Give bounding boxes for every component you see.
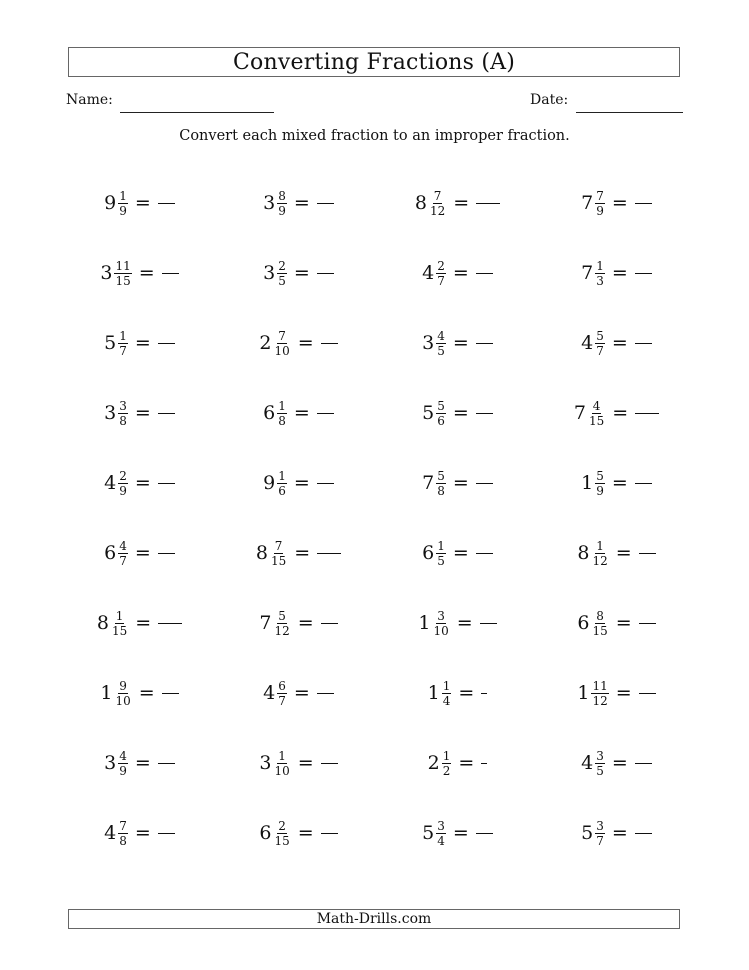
whole-number: 1 [427, 681, 440, 704]
whole-number: 7 [422, 471, 435, 494]
whole-number: 9 [104, 191, 117, 214]
problem-item [378, 448, 537, 518]
whole-number: 3 [422, 331, 435, 354]
answer-blank [635, 833, 652, 834]
problem-item [219, 168, 378, 238]
problem-item [537, 238, 696, 308]
equals-sign: = [138, 261, 155, 284]
equals-sign: = [138, 681, 155, 704]
problem-item [60, 238, 219, 308]
equals-sign: = [135, 611, 152, 634]
denominator: 2 [442, 763, 451, 778]
denominator: 3 [596, 273, 604, 288]
problem-item [60, 798, 219, 868]
numerator: 4 [119, 748, 127, 763]
whole-number: 8 [96, 611, 109, 634]
numerator: 1 [278, 398, 286, 413]
answer-blank [480, 623, 497, 624]
whole-number: 5 [422, 821, 435, 844]
fraction [273, 610, 290, 637]
problem-item [219, 448, 378, 518]
answer-blank [481, 763, 487, 764]
numerator: 4 [437, 328, 445, 343]
numerator: 1 [442, 678, 451, 693]
date-line [576, 112, 683, 113]
denominator: 8 [437, 483, 445, 498]
fraction [273, 330, 290, 357]
numerator: 1 [119, 328, 127, 343]
denominator: 12 [274, 623, 290, 638]
answer-blank [317, 553, 341, 554]
whole-number: 7 [581, 191, 594, 214]
denominator: 7 [119, 553, 127, 568]
answer-blank [635, 413, 659, 414]
answer-blank [476, 343, 493, 344]
fraction [588, 400, 605, 427]
whole-number: 5 [422, 401, 435, 424]
numerator: 5 [437, 398, 445, 413]
answer-blank [635, 483, 652, 484]
denominator: 10 [274, 763, 290, 778]
whole-number: 4 [263, 681, 276, 704]
numerator: 11 [592, 678, 608, 693]
numerator: 7 [274, 538, 283, 553]
whole-number: 3 [259, 751, 272, 774]
answer-blank [321, 763, 338, 764]
fraction [118, 190, 128, 217]
whole-number: 8 [577, 541, 590, 564]
whole-number: 3 [104, 751, 117, 774]
problem-item [537, 378, 696, 448]
equals-sign: = [293, 401, 310, 424]
date-label: Date: [530, 92, 569, 108]
whole-number: 2 [427, 751, 440, 774]
answer-blank [158, 833, 175, 834]
answer-blank [321, 833, 338, 834]
fraction [436, 260, 446, 287]
equals-sign: = [458, 751, 475, 774]
problem-item [219, 378, 378, 448]
answer-blank [476, 483, 493, 484]
equals-sign: = [611, 191, 628, 214]
answer-blank [639, 693, 656, 694]
numerator: 3 [437, 608, 445, 623]
answer-blank [635, 203, 652, 204]
numerator: 7 [119, 818, 127, 833]
equals-sign: = [134, 331, 151, 354]
numerator: 1 [596, 538, 604, 553]
fraction [273, 820, 290, 847]
fraction [111, 610, 128, 637]
numerator: 5 [437, 468, 445, 483]
answer-blank [317, 203, 334, 204]
fraction [591, 610, 608, 637]
problem-item [219, 658, 378, 728]
equals-sign: = [134, 751, 151, 774]
name-label: Name: [66, 92, 113, 108]
numerator: 2 [119, 468, 127, 483]
numerator: 5 [596, 468, 604, 483]
fraction [114, 680, 131, 707]
answer-blank [162, 693, 179, 694]
answer-blank [481, 693, 487, 694]
answer-blank [321, 623, 338, 624]
denominator: 10 [433, 623, 449, 638]
whole-number: 1 [581, 471, 594, 494]
whole-number: 4 [581, 331, 594, 354]
denominator: 15 [588, 413, 605, 428]
equals-sign: = [452, 541, 469, 564]
equals-sign: = [297, 751, 314, 774]
numerator: 1 [437, 538, 445, 553]
equals-sign: = [293, 261, 310, 284]
problem-item [537, 658, 696, 728]
answer-blank [158, 413, 175, 414]
fraction [277, 680, 287, 707]
whole-number: 6 [577, 611, 590, 634]
whole-number: 4 [104, 821, 117, 844]
fraction [436, 400, 446, 427]
numerator: 2 [278, 818, 286, 833]
numerator: 2 [278, 258, 286, 273]
fraction [429, 190, 446, 217]
equals-sign: = [615, 681, 632, 704]
problem-item [537, 588, 696, 658]
worksheet-title: Converting Fractions (A) [68, 47, 680, 77]
fraction [595, 820, 605, 847]
numerator: 7 [596, 188, 604, 203]
denominator: 5 [437, 553, 445, 568]
problem-item [60, 728, 219, 798]
denominator: 9 [119, 763, 127, 778]
answer-blank [158, 553, 175, 554]
problem-item [60, 308, 219, 378]
denominator: 15 [592, 623, 608, 638]
equals-sign: = [452, 401, 469, 424]
equals-sign: = [611, 331, 628, 354]
fraction [277, 400, 287, 427]
whole-number: 8 [414, 191, 427, 214]
fraction [118, 330, 128, 357]
equals-sign: = [615, 611, 632, 634]
whole-number: 6 [422, 541, 435, 564]
numerator: 3 [596, 818, 604, 833]
fraction [432, 610, 449, 637]
equals-sign: = [134, 541, 151, 564]
denominator: 5 [278, 273, 286, 288]
equals-sign: = [453, 191, 470, 214]
denominator: 5 [596, 763, 604, 778]
fraction [595, 260, 605, 287]
problem-item [60, 378, 219, 448]
denominator: 7 [596, 833, 604, 848]
problem-item [219, 518, 378, 588]
fraction [277, 470, 287, 497]
answer-blank [635, 273, 652, 274]
answer-blank [639, 623, 656, 624]
fraction [436, 330, 446, 357]
whole-number: 3 [263, 261, 276, 284]
numerator: 8 [278, 188, 286, 203]
numerator: 1 [278, 468, 286, 483]
denominator: 6 [437, 413, 445, 428]
answer-blank [317, 483, 334, 484]
fraction [591, 540, 608, 567]
whole-number: 4 [104, 471, 117, 494]
answer-blank [158, 763, 175, 764]
problem-item [60, 518, 219, 588]
whole-number: 9 [263, 471, 276, 494]
fraction [118, 750, 128, 777]
problem-item [378, 378, 537, 448]
answer-blank [158, 343, 175, 344]
numerator: 1 [442, 748, 451, 763]
whole-number: 7 [573, 401, 586, 424]
equals-sign: = [293, 191, 310, 214]
denominator: 9 [596, 483, 604, 498]
denominator: 7 [119, 343, 127, 358]
problem-item [537, 728, 696, 798]
equals-sign: = [297, 611, 314, 634]
whole-number: 8 [255, 541, 268, 564]
numerator: 11 [115, 258, 131, 273]
answer-blank [317, 693, 334, 694]
equals-sign: = [452, 331, 469, 354]
denominator: 15 [111, 623, 128, 638]
answer-blank [162, 273, 179, 274]
equals-sign: = [611, 821, 628, 844]
answer-blank [476, 833, 493, 834]
numerator: 3 [437, 818, 445, 833]
numerator: 1 [596, 258, 604, 273]
equals-sign: = [134, 471, 151, 494]
numerator: 4 [592, 398, 601, 413]
numerator: 3 [119, 398, 127, 413]
equals-sign: = [456, 611, 473, 634]
fraction [595, 750, 605, 777]
whole-number: 4 [581, 751, 594, 774]
equals-sign: = [297, 821, 314, 844]
numerator: 1 [119, 188, 127, 203]
whole-number: 3 [100, 261, 113, 284]
equals-sign: = [452, 471, 469, 494]
denominator: 7 [596, 343, 604, 358]
equals-sign: = [134, 821, 151, 844]
problem-item [537, 798, 696, 868]
equals-sign: = [134, 401, 151, 424]
whole-number: 5 [581, 821, 594, 844]
numerator: 1 [115, 608, 124, 623]
problem-item [378, 518, 537, 588]
denominator: 7 [437, 273, 445, 288]
problem-item [219, 588, 378, 658]
denominator: 12 [592, 693, 608, 708]
numerator: 2 [437, 258, 445, 273]
whole-number: 4 [422, 261, 435, 284]
problem-item [219, 308, 378, 378]
whole-number: 1 [100, 681, 113, 704]
fraction [436, 470, 446, 497]
numerator: 6 [278, 678, 286, 693]
numerator: 8 [596, 608, 604, 623]
whole-number: 5 [104, 331, 117, 354]
denominator: 12 [429, 203, 446, 218]
equals-sign: = [452, 821, 469, 844]
denominator: 8 [119, 833, 127, 848]
answer-blank [635, 343, 652, 344]
answer-blank [476, 273, 493, 274]
whole-number: 3 [104, 401, 117, 424]
whole-number: 6 [104, 541, 117, 564]
equals-sign: = [294, 541, 311, 564]
equals-sign: = [611, 751, 628, 774]
fraction [442, 750, 452, 777]
answer-blank [158, 483, 175, 484]
denominator: 4 [437, 833, 445, 848]
fraction [118, 400, 128, 427]
instructions: Convert each mixed fraction to an improper fraction. [179, 128, 570, 144]
denominator: 10 [115, 693, 131, 708]
whole-number: 2 [259, 331, 272, 354]
equals-sign: = [611, 471, 628, 494]
answer-blank [158, 203, 175, 204]
whole-number: 3 [263, 191, 276, 214]
fraction [277, 190, 287, 217]
denominator: 8 [278, 413, 286, 428]
whole-number: 7 [581, 261, 594, 284]
name-date-row [66, 92, 683, 116]
numerator: 3 [596, 748, 604, 763]
denominator: 5 [437, 343, 445, 358]
fraction [591, 680, 608, 707]
fraction [442, 680, 452, 707]
problem-item [219, 728, 378, 798]
denominator: 12 [592, 553, 608, 568]
answer-blank [158, 623, 182, 624]
fraction [270, 540, 287, 567]
whole-number: 1 [577, 681, 590, 704]
answer-blank [635, 763, 652, 764]
problem-item [378, 238, 537, 308]
fraction [277, 260, 287, 287]
answer-blank [321, 343, 338, 344]
fraction [436, 540, 446, 567]
problem-item [378, 168, 537, 238]
problem-item [378, 658, 537, 728]
whole-number: 6 [259, 821, 272, 844]
problem-item [378, 588, 537, 658]
fraction [118, 540, 128, 567]
fraction [114, 260, 131, 287]
answer-blank [317, 413, 334, 414]
fraction [595, 470, 605, 497]
denominator: 9 [596, 203, 604, 218]
fraction [595, 330, 605, 357]
denominator: 6 [278, 483, 286, 498]
denominator: 7 [278, 693, 286, 708]
denominator: 15 [274, 833, 290, 848]
denominator: 4 [442, 693, 451, 708]
answer-blank [476, 203, 500, 204]
numerator: 5 [278, 608, 286, 623]
denominator: 15 [270, 553, 287, 568]
problem-item [537, 168, 696, 238]
whole-number: 1 [418, 611, 431, 634]
equals-sign: = [452, 261, 469, 284]
whole-number: 7 [259, 611, 272, 634]
equals-sign: = [615, 541, 632, 564]
problem-item [378, 728, 537, 798]
problem-item [378, 308, 537, 378]
numerator: 7 [433, 188, 442, 203]
name-line [120, 112, 274, 113]
fraction [273, 750, 290, 777]
answer-blank [639, 553, 656, 554]
numerator: 1 [278, 748, 286, 763]
numerator: 7 [278, 328, 286, 343]
denominator: 9 [119, 203, 127, 218]
fraction [118, 820, 128, 847]
numerator: 9 [119, 678, 127, 693]
answer-blank [476, 553, 493, 554]
denominator: 9 [278, 203, 286, 218]
numerator: 4 [119, 538, 127, 553]
fraction [118, 470, 128, 497]
problem-item [60, 448, 219, 518]
denominator: 9 [119, 483, 127, 498]
problem-item [537, 448, 696, 518]
problem-item [537, 308, 696, 378]
equals-sign: = [297, 331, 314, 354]
problem-item [219, 238, 378, 308]
problem-item [60, 168, 219, 238]
problem-item [537, 518, 696, 588]
problem-item [219, 798, 378, 868]
answer-blank [317, 273, 334, 274]
problem-grid [60, 168, 696, 868]
numerator: 5 [596, 328, 604, 343]
equals-sign: = [293, 681, 310, 704]
denominator: 10 [274, 343, 290, 358]
problem-item [60, 588, 219, 658]
fraction [436, 820, 446, 847]
denominator: 15 [115, 273, 131, 288]
equals-sign: = [293, 471, 310, 494]
problem-item [378, 798, 537, 868]
fraction [595, 190, 605, 217]
denominator: 8 [119, 413, 127, 428]
answer-blank [476, 413, 493, 414]
problem-item [60, 658, 219, 728]
whole-number: 6 [263, 401, 276, 424]
equals-sign: = [611, 261, 628, 284]
footer-credit: Math-Drills.com [68, 909, 680, 929]
equals-sign: = [612, 401, 629, 424]
equals-sign: = [134, 191, 151, 214]
equals-sign: = [458, 681, 475, 704]
